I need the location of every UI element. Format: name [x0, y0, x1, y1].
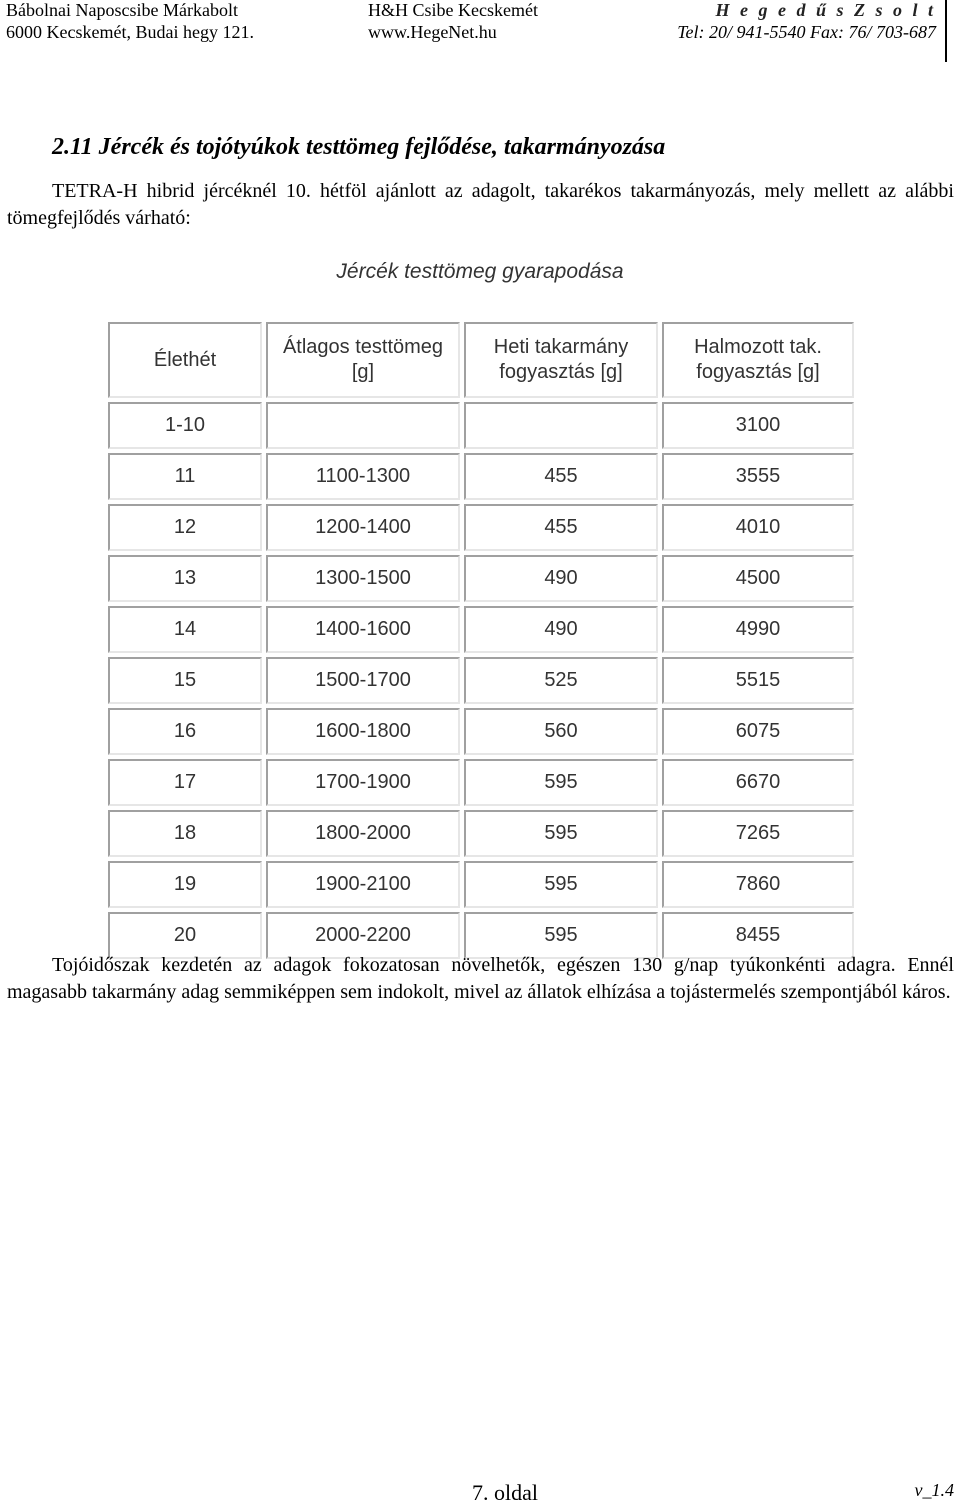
header-weekly-feed: Heti takarmány fogyasztás [g]: [464, 322, 658, 398]
cell-cumulative-feed: 4010: [662, 504, 854, 551]
page-number: 7. oldal: [472, 1480, 538, 1505]
cell-avg-weight: 1700-1900: [266, 759, 460, 806]
cell-cumulative-feed: 7860: [662, 861, 854, 908]
cell-weekly-feed: 455: [464, 504, 658, 551]
table-row: [108, 708, 854, 755]
table-row: [108, 402, 854, 449]
cell-weekly-feed: 595: [464, 861, 658, 908]
cell-week: 20: [108, 912, 262, 959]
cell-week: 13: [108, 555, 262, 602]
cell-weekly-feed: 595: [464, 912, 658, 959]
cell-week: 14: [108, 606, 262, 653]
shop-name: Bábolnai Naposcsibe Márkabolt: [6, 0, 238, 20]
cell-cumulative-feed: 8455: [662, 912, 854, 959]
header-divider: [945, 0, 947, 62]
table-row: [108, 861, 854, 908]
cell-avg-weight: 1900-2100: [266, 861, 460, 908]
table-caption: Jércék testtömeg gyarapodása: [336, 260, 624, 283]
cell-avg-weight: 1500-1700: [266, 657, 460, 704]
table-body: [108, 402, 854, 959]
cell-cumulative-feed: 3555: [662, 453, 854, 500]
cell-avg-weight: 1800-2000: [266, 810, 460, 857]
cell-cumulative-feed: 7265: [662, 810, 854, 857]
cell-week: 12: [108, 504, 262, 551]
cell-avg-weight: 1600-1800: [266, 708, 460, 755]
cell-week: 11: [108, 453, 262, 500]
cell-avg-weight: 1300-1500: [266, 555, 460, 602]
table-row: [108, 606, 854, 653]
cell-weekly-feed: 490: [464, 606, 658, 653]
version-label: v_1.4: [914, 1480, 954, 1500]
table-header-row: [108, 322, 854, 398]
cell-cumulative-feed: 5515: [662, 657, 854, 704]
cell-week: 15: [108, 657, 262, 704]
owner-name: H e g e d ű s Z s o l t: [715, 0, 936, 20]
cell-cumulative-feed: 4500: [662, 555, 854, 602]
cell-weekly-feed: 595: [464, 810, 658, 857]
cell-avg-weight: 2000-2200: [266, 912, 460, 959]
weight-table: [104, 318, 858, 963]
cell-week: 1-10: [108, 402, 262, 449]
header-avg-weight: Átlagos testtömeg [g]: [266, 322, 460, 398]
cell-weekly-feed: 560: [464, 708, 658, 755]
table-row: [108, 810, 854, 857]
cell-week: 18: [108, 810, 262, 857]
table-row: [108, 555, 854, 602]
cell-avg-weight: [266, 402, 460, 449]
phone-fax: Tel: 20/ 941-5540 Fax: 76/ 703-687: [677, 22, 936, 42]
header-cumulative-feed: Halmozott tak. fogyasztás [g]: [662, 322, 854, 398]
intro-text: TETRA-H hibrid jércéknél 10. hétföl ajánlott az adagolt, takarékos takarmányozás, mely mellett az alábbi tömegfejlődés várható:: [7, 180, 954, 229]
company-name: H&H Csibe Kecskemét: [368, 0, 538, 20]
cell-avg-weight: 1400-1600: [266, 606, 460, 653]
table-row: [108, 759, 854, 806]
intro-paragraph: [7, 178, 954, 232]
cell-weekly-feed: [464, 402, 658, 449]
cell-week: 17: [108, 759, 262, 806]
table-row: [108, 504, 854, 551]
outro-text: Tojóidőszak kezdetén az adagok fokozatosan növelhetők, egészen 130 g/nap tyúkonkénti adagra. Ennél magasabb takarmány adag semmiképpen sem indokolt, mivel az állatok elhízása a tojástermelés szempontjából káros.: [7, 954, 954, 1003]
cell-cumulative-feed: 6670: [662, 759, 854, 806]
cell-weekly-feed: 455: [464, 453, 658, 500]
cell-week: 16: [108, 708, 262, 755]
shop-address: 6000 Kecskemét, Budai hegy 121.: [6, 22, 254, 42]
table-row: [108, 453, 854, 500]
website-link[interactable]: www.HegeNet.hu: [368, 22, 497, 42]
cell-cumulative-feed: 4990: [662, 606, 854, 653]
cell-cumulative-feed: 6075: [662, 708, 854, 755]
header-week: Élethét: [108, 322, 262, 398]
table-row: [108, 657, 854, 704]
outro-paragraph: [7, 952, 954, 1006]
section-title: 2.11 Jércék és tojótyúkok testtömeg fejlődése, takarmányozása: [52, 134, 666, 160]
cell-avg-weight: 1100-1300: [266, 453, 460, 500]
cell-weekly-feed: 490: [464, 555, 658, 602]
cell-weekly-feed: 525: [464, 657, 658, 704]
cell-weekly-feed: 595: [464, 759, 658, 806]
cell-cumulative-feed: 3100: [662, 402, 854, 449]
cell-avg-weight: 1200-1400: [266, 504, 460, 551]
cell-week: 19: [108, 861, 262, 908]
